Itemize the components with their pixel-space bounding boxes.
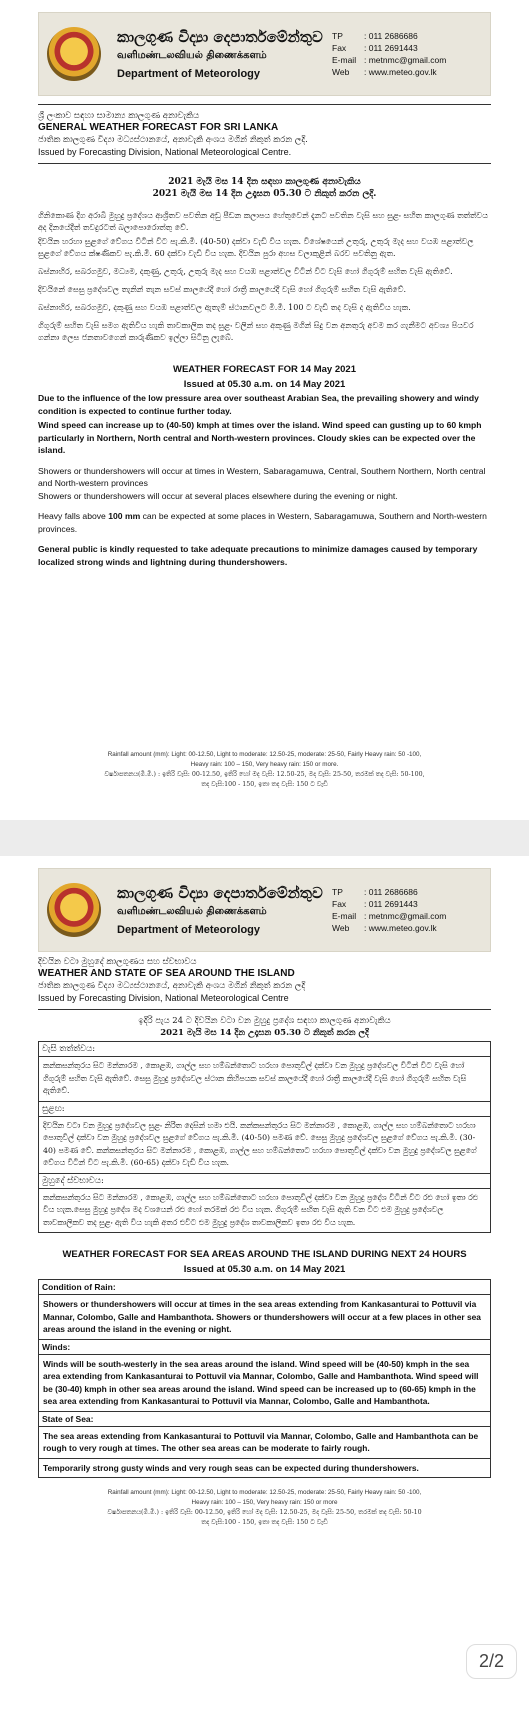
date-line-sinhala-2: 2021 මැයි මස 14 දින උදෑසන 05.30 ට නිකුත් කරන ලදි: [160, 1028, 369, 1038]
sea-label-sinhala: මුහුදේ ස්වභාවය:: [39, 1174, 490, 1189]
dept-name-sinhala: කාලගුණ විද්‍යා දෙපාර්තමේන්තුව: [117, 28, 323, 46]
rainfall-legend-english: Heavy rain: 100 – 150, Very heavy rain: 150 or more: [191, 1499, 338, 1506]
rainfall-legend-english: Heavy rain: 100 – 150, Very heavy rain: 150 or more.: [190, 761, 339, 768]
wind-body-sinhala: දිවයින වටා වන මුහුදු ප්‍රදේශවල සුළං නිරිත දෙසින් හමා එයි. කන්කසන්තුරය සිට මන්නාරම , කොළඹ, ගාල්ල සහ හම්බන්තොට හරහා පොතුවිල් දක්වා වන මුහුදු ප්‍රදේශවල සුළගේ වේගය පැ.කි.මී. (40-50) පමණ වේ. සෙසු මුහුදු ප්‍රදේශවල සුළගේ වේගය පැ.කි.මී. (30-40) පමණ වේ. කන්කසන්තුරය සිට මන්නාරම , කොළඹ, ගාල්ල සහ හම්බන්තොට හරහා පොතුවිල් දක්වා වන මුහුදු ප්‍රදේශවල සුළගේ වේගය විටින් විට පැ.කි.මී. (60-65) දක්වා වැඩි විය හැක.: [39, 1117, 490, 1174]
issued-by-sinhala: ජාතික කාලගුණ විද්‍යා මධ්‍යස්ථානයේ, අනාවැකි අංශය මගින් නිකුත් කරන ලදි.: [38, 135, 308, 145]
date-line-sinhala-1: ඉදිරි පැය 24 ට දිවයින වටා වන මුහුදු ප්‍රදේශ සඳහා කාලගුණ අනාවැකිය: [138, 1016, 391, 1026]
dept-name-english: Department of Meteorology: [117, 924, 261, 936]
contact-value: : www.meteo.gov.lk: [364, 923, 437, 933]
issued-time-english: Issued at 05.30 a.m. on 14 May 2021: [183, 379, 346, 390]
contact-value: : metnmc@gmail.com: [364, 911, 447, 921]
title-english: WEATHER AND STATE OF SEA AROUND THE ISLAND: [38, 968, 295, 979]
forecast-paragraph-english: [38, 510, 491, 535]
title-english: GENERAL WEATHER FORECAST FOR SRI LANKA: [38, 122, 279, 133]
contact-label: TP: [332, 887, 343, 897]
rainfall-legend-english: Rainfall amount (mm): Light: 00-12.50, Light to moderate: 12.50-25, moderate: 25-50, Fairly Heavy rain: 50 -100,: [107, 1489, 422, 1496]
contact-value: : 011 2686686: [364, 887, 418, 897]
rain-label-english: Condition of Rain:: [39, 1280, 490, 1295]
sea-label-english: State of Sea:: [39, 1412, 490, 1427]
issued-by-english: Issued by Forecasting Division, National Meteorological Centre.: [38, 147, 292, 157]
winds-body-english: Winds will be south-westerly in the sea areas around the island. Wind speed will be (40-50) kmph in the sea area extending from Kankasanturai to Pottuvil via Mannar, Colombo, Galle and Hambanthota. Wind speed will be (30-40) kmph in other sea areas around the island. Wind speed can be increased up to (60-65) kmph in the sea area extending from Kankasanturai to Pottuvil via Mannar, Colombo, Galle and Hambanthota.: [39, 1355, 490, 1412]
contact-label: Web: [332, 923, 350, 933]
forecast-paragraph-sinhala: බස්නාහිර, සබරගමුව, දකුණු සහ වයඹ පළාත්වල ඇතැම් ස්ථානවලට මි.මී. 100 ට වැඩි තද වැසි ද ඇතිවිය හැක.: [38, 303, 411, 312]
contact-value: : 011 2691443: [364, 43, 418, 53]
issued-by-sinhala: ජාතික කාලගුණ විද්‍යා මධ්‍යස්ථානයේ, අනාවැකි අංශය මගින් නිකුත් කරන ලදි: [38, 981, 306, 991]
forecast-heading-english: WEATHER FORECAST FOR 14 May 2021: [172, 364, 356, 375]
letterhead-names: [117, 884, 332, 936]
rainfall-legend-sinhala: තද වැසි:100 - 150, ඉතා තද වැසි: 150 ට වැඩි: [201, 1519, 328, 1526]
dept-name-english: Department of Meteorology: [117, 68, 261, 80]
contact-value: : metnmc@gmail.com: [364, 55, 447, 65]
contact-value: : 011 2691443: [364, 899, 418, 909]
title-sinhala: ශ්‍රී ලංකාව සඳහා සාමාන්‍ය කාලගුණ අනාවැකිය: [38, 111, 200, 121]
contact-value: : www.meteo.gov.lk: [364, 67, 437, 77]
rain-body-sinhala: කන්කසන්තුරය සිට මන්නාරම , කොළඹ, ගාල්ල සහ හම්බන්තොට හරහා පොතුවිල් දක්වා වන මුහුදු ප්‍රදේශවල විටින් විට වැසි හෝ ගිගුරුම් සහිත වැසි ඇතිවේ. සෙසු මුහුදු ප්‍රදේශවල ස්ථාන කිහිපයක සවස් කාලයේදී හෝ රාත්‍රී කාලයේදී වැසි හෝ ගිගුරුම් සහිත වැසි ඇතිවේ.: [39, 1057, 490, 1102]
sea-body-sinhala: කන්කසන්තුරය සිට මන්නාරම , කොළඹ, ගාල්ල සහ හම්බන්තොට හරහා පොතුවිල් දක්වා වන මුහුදු ප්‍රදේශ විටින් විට රළු හෝ ඉතා රළු විය හැක.සෙසු මුහුදු ප්‍රදේශ මද වශයෙන් රළු හෝ තරමක් රළු විය හැක. ගිගුරුම් සහිත වැසි ඇති වන විට එම මුහුදු ප්‍රදේශවල තාවකාලිකව තද සුළං ඇති විය හැකි අතර එවිට එම මුහුදු ප්‍රදේශ තාවකාලිකව ඉතා රළු විය හැක.: [43, 1192, 478, 1227]
forecast-paragraph-english: Showers or thundershowers will occur at several places elsewhere during the evening or night.: [38, 490, 398, 501]
contact-block: [332, 30, 482, 78]
rainfall-legend-english: Rainfall amount (mm): Light: 00-12.50, Light to moderate: 12.50-25, moderate: 25-50, Fairly Heavy rain: 50 -100,: [107, 751, 422, 758]
dept-name-sinhala: කාලගුණ විද්‍යා දෙපාර්තමේන්තුව: [117, 884, 323, 902]
forecast-paragraph-sinhala: බස්නාහිර, සබරගමුව, මධ්‍යම, දකුණු, උතුරු, උතුරු මැද සහ වයඹ පළාත්වල විටින් විට වැසි හෝ ගිගුරුම් සහිත වැසි ඇතිවේ.: [38, 267, 453, 276]
english-sea-forecast-table: [38, 1279, 491, 1478]
text-run: can be expected at some places in Western, Sabaragamuwa, Southern and North-western provinces.: [38, 511, 487, 534]
text-run-bold: 100 mm: [108, 511, 141, 521]
forecast-paragraph-english: Wind speed can increase up to (40-50) kmph at times over the island. Wind speed can gusting up to 60 kmph particularly in Northern, North central and North-western provinces. Cloudy skies can be expected over the island.: [38, 420, 482, 455]
forecast-paragraph-sinhala: ගිනිකොණ දිග අරාබි මුහුදු ප්‍රදේශය ආශ්‍රිතව පවතින අඩු පීඩන කලාපය හේතුවෙන් දැනට පවතින වැසි සහ සුළං සහිත කාලගුණ තත්ත්වය අද දිනයේදීත් තවදුරටත් බලාපොරොත්තු වේ.: [38, 211, 489, 232]
dept-name-tamil: வளிமண்டலவியல் திணைக்களம்: [117, 50, 267, 61]
sea-body-english: The sea areas extending from Kankasanturai to Pottuvil via Mannar, Colombo, Galle and Hambanthota can be rough to very rough at times. The other sea areas can be moderate to fairly rough.: [39, 1427, 490, 1459]
contact-value: : 011 2686686: [364, 31, 418, 41]
forecast-paragraph-sinhala: දිවයින හරහා සුළගේ වේගය විටින් විට පැ.කි.මී. (40-50) දක්වා වැඩි විය හැක. විශේෂයෙන් උතුරු, උතුරු මැද සහ වයඹ පළාත්වල සුළගේ වේගය ක්ෂණිකව පැ.කි.මී. 60 දක්වා වැඩි විය හැක. දිවයින පුරා අහස වලාකුළින් බරව පවතිනු ඇත.: [38, 237, 474, 258]
rain-body-english: Showers or thundershowers will occur at times in the sea areas extending from Kankasanturai to Pottuvil via Mannar, Colombo, Galle and Hambanthota. Showers or thundershowers will occur at a few places in other sea areas around the island in the evening or night.: [39, 1295, 490, 1340]
wind-label-sinhala: සුළඟ:: [39, 1102, 490, 1117]
contact-block: [332, 886, 482, 934]
text-run: Heavy falls above: [38, 511, 109, 521]
document-page-1: [0, 0, 529, 820]
date-line-sinhala-2: 2021 මැයි මස 14 දින උදෑසන 05.30 ට නිකුත් කරන ලදි.: [152, 189, 377, 199]
contact-label: Fax: [332, 43, 347, 53]
contact-label: E-mail: [332, 55, 357, 65]
forecast-paragraph-sinhala: ගිගුරුම් සහිත වැසි සමග ඇතිවිය හැකි තාවකාලික තද සුළං වලින් සහ අකුණු මගින් සිදු වන අනතුරු අවම කර ගැනීමට අවශ්‍ය පියවර ගන්නා ලෙස ජනතාවගෙන් කාරුණිකව ඉල්ලා සිටිනු ලැබේ.: [38, 321, 474, 342]
date-line-sinhala-1: 2021 මැයි මස 14 දින සඳහා කාලගුණ අනාවැකිය: [168, 177, 361, 187]
rainfall-legend-sinhala: වර්ෂාපතනය(මි.මී.) : ඉතිරි වැසි: 00-12.50, ඉතිරි හෝ මද වැසි: 12.50-25, මද වැසි: 25-50, තරමක් තද වැසි: 50-100,: [104, 771, 425, 778]
sinhala-sea-forecast-table: [38, 1041, 491, 1233]
contact-label: Web: [332, 67, 350, 77]
government-seal-icon: [47, 883, 101, 937]
letterhead: [38, 868, 491, 952]
issued-by-english: Issued by Forecasting Division, National Meteorological Centre: [38, 993, 289, 1003]
sea-body-english-2: Temporarily strong gusty winds and very rough seas can be expected during thundershowers.: [43, 1462, 419, 1473]
divider: [38, 1009, 491, 1010]
document-page-2: [0, 856, 529, 1720]
government-seal-icon: [47, 27, 101, 81]
advisory-paragraph-english: General public is kindly requested to take adequate precautions to minimize damages caused by temporary localized strong winds and lightning during thundershowers.: [38, 544, 478, 567]
title-sinhala: දිවයින වටා මුහුදේ කාලගුණය සහ ස්වභාවය: [38, 957, 197, 967]
letterhead-names: [117, 28, 332, 80]
issued-time-english: Issued at 05.30 a.m. on 14 May 2021: [183, 1264, 346, 1275]
contact-label: E-mail: [332, 911, 357, 921]
rainfall-legend-sinhala: තද වැසි:100 - 150, ඉතා තද වැසි: 150 ට වැඩි: [201, 781, 328, 788]
sea-forecast-heading-english: WEATHER FORECAST FOR SEA AREAS AROUND THE ISLAND DURING NEXT 24 HOURS: [62, 1249, 467, 1260]
rainfall-legend-sinhala: වර්ෂාපතනය(මි.මී.) : ඉතිරි වැසි: 00-12.50, ඉතිරි හෝ මද වැසි: 12.50-25, මද වැසි: 25-50, තරමක් තද වැසි: 50-10: [107, 1509, 422, 1516]
divider: [38, 163, 491, 164]
contact-label: TP: [332, 31, 343, 41]
page-indicator: 2/2: [466, 1644, 517, 1679]
contact-label: Fax: [332, 899, 347, 909]
forecast-paragraph-english: Due to the influence of the low pressure area over southeast Arabian Sea, the prevailing showery and windy condition is expected to continue further today.: [38, 393, 479, 416]
winds-label-english: Winds:: [39, 1340, 490, 1355]
letterhead: [38, 12, 491, 96]
forecast-paragraph-sinhala: දිවයිනේ සෙසු ප්‍රදේශවල තැනින් තැන සවස් කාලයේදී හෝ රාත්‍රී කාලයේදී වැසි හෝ ගිගුරුම් සහිත වැසි ඇතිවේ.: [38, 285, 407, 294]
divider: [38, 104, 491, 105]
rain-label-sinhala: වැසි තත්ත්වය:: [39, 1042, 490, 1057]
forecast-paragraph-english: Showers or thundershowers will occur at times in Western, Sabaragamuwa, Central, Southern Northern, North central and North-western provinces: [38, 465, 486, 488]
dept-name-tamil: வளிமண்டலவியல் திணைக்களம்: [117, 906, 267, 917]
